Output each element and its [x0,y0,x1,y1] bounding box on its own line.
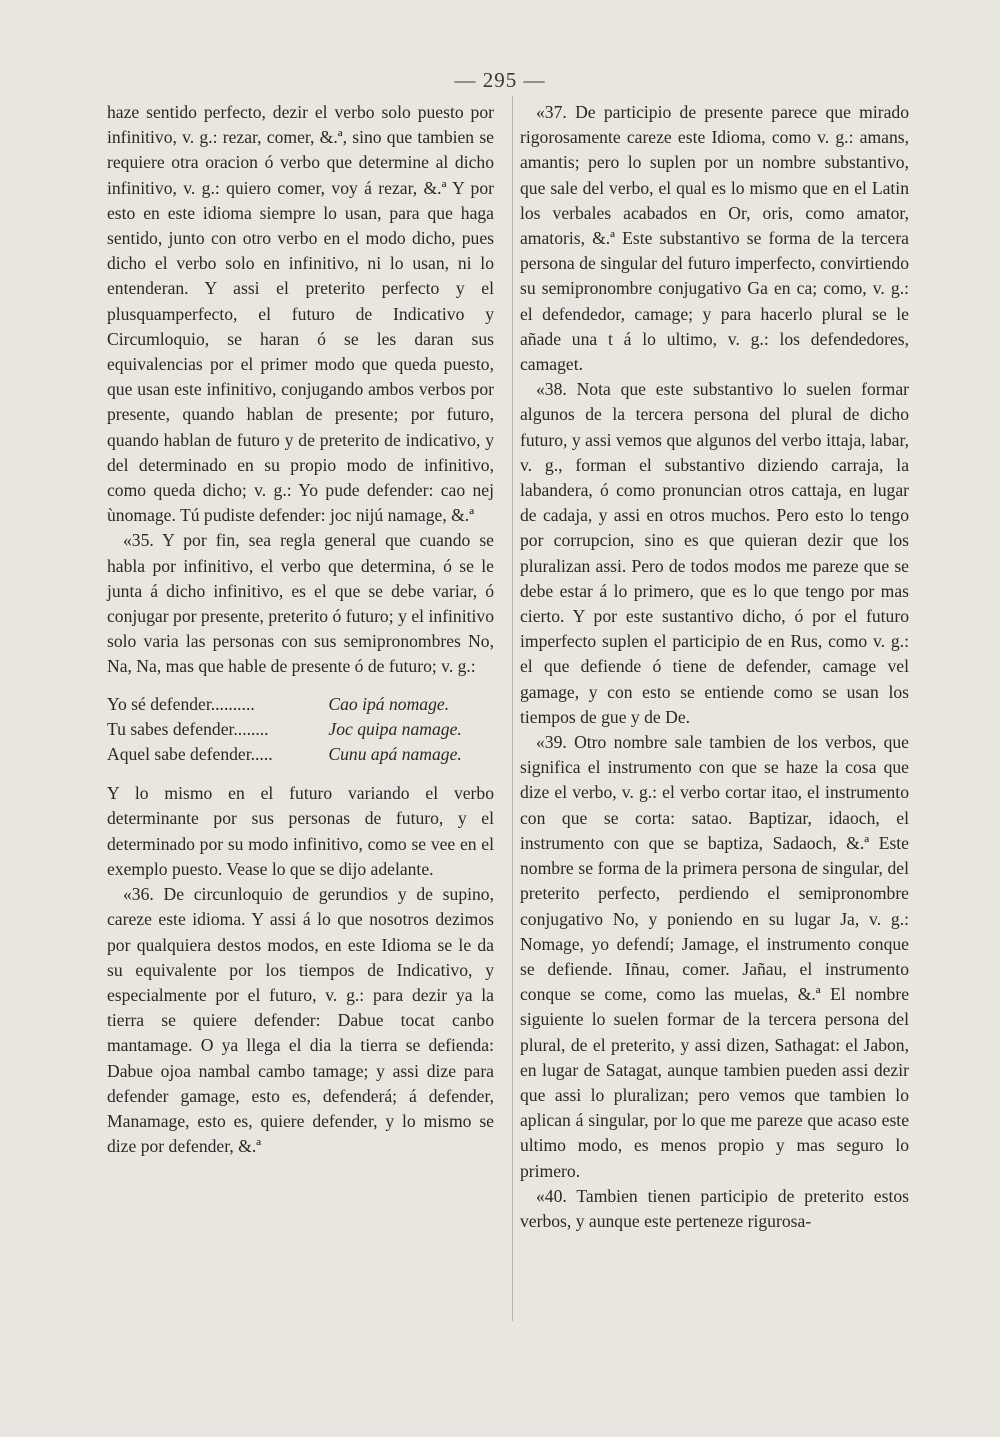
conjugation-gloss: Joc quipa namage. [328,718,462,739]
conjugation-row [107,717,499,742]
column-divider [512,96,513,1321]
conjugation-form: Yo sé defender.......... [107,693,255,714]
paragraph-38: «38. Nota que este substantivo lo suelen formar algunos de la tercera persona del plural de dicho futuro, y assi vemos que algunos del verbo ittaja, labar, v. g., forman el substantivo diziendo carraja, la labandera, ó como pronuncian otros cattaja, en lugar de cadaja, y assi en otros muchos. Pero esto lo tengo por corrupcion, sino es que quieran dezir que los pluralizan assi. Pero de todos modos me pareze que se debe estar á lo primero, que es lo que tengo por mas cierto. Y por este sustantivo dicho, ó por el futuro imperfecto suplen el participio de en Rus, como v. g.: el que defiende ó tiene de defender, camage vel gamage, y con esto se entiende como se usan los tiempos de gue y de De. [520,379,909,727]
paragraph-37: «37. De participio de presente parece que mirado rigorosamente careze este Idioma, como v. g.: amans, amantis; pero lo suplen por un nombre substantivo, que sale del verbo, el qual es lo mismo que en el Latin los verbales acabados en Or, oris, como amator, amatoris, &.ª Este substantivo se forma de la tercera persona de singular del futuro imperfecto, convirtiendo su semipronombre conjugativo Ga en ca; como, v. g.: el defendedor, camage; y para hacerlo plural se le añade una t á lo ultimo, v. g.: los defendedores, camaget. [520,102,909,375]
conjugation-table [107,692,499,768]
paragraph-35: «35. Y por fin, sea regla general que cuando se habla por infinitivo, el verbo que determina, ó se le junta á dicho infinitivo, es el que se debe variar, ó conjugar por presente, preterito ó futuro; y el infinitivo solo varia las personas con sus semipronombres No, Na, Na, mas que hable de presente ó de futuro; v. g.: [107,530,494,677]
conjugation-form: Tu sabes defender........ [107,718,269,739]
conjugation-row [107,692,499,717]
paragraph-39: «39. Otro nombre sale tambien de los verbos, que significa el instrumento con que se haze la cosa que dize el verbo, v. g.: el verbo cortar itao, el instrumento con que se corta: satao. Baptizar, idaoch, el instrumento con que se baptiza, Sadaoch, &.ª Este nombre se forma de la primera persona de singular, del preterito perfecto, perdiendo el semipronombre conjugativo No, y poniendo en su lugar Ja, v. g.: Nomage, yo defendí; Jamage, el instrumento conque se defiende. Iñnau, comer. Jañau, el instrumento conque se come, como las muelas, &.ª El nombre siguiente lo suelen formar de la tercera persona del plural, de el preterito, y assi dizen, Sathagat: el Jabon, en lugar de Satagat, aunque tambien pueden assi dezir que assi lo pluralizan; pero vemos que tambien lo aplican á singular, por lo que me pareze que acaso este ultimo modo, es menos propio y mas seguro lo primero. [520,732,909,1181]
right-column [520,100,909,1234]
conjugation-form: Aquel sabe defender..... [107,744,273,765]
paragraph-40: «40. Tambien tienen participio de preterito estos verbos, y aunque este perteneze rigurosa- [520,1185,909,1231]
left-column [107,100,494,1159]
paragraph-after-table: Y lo mismo en el futuro variando el verbo determinante por sus personas de futuro, y el determinado por su modo infinitivo, como se vee en el exemplo puesto. Vease lo que se dijo adelante. [107,783,494,879]
conjugation-row [107,742,499,767]
conjugation-gloss: Cunu apá namage. [328,744,462,765]
paragraph-continued: haze sentido perfecto, dezir el verbo solo puesto por infinitivo, v. g.: rezar, comer, &.ª, sino que tambien se requiere otra oracion ó verbo que determine al dicho infinitivo, v. g.: quiero comer, voy á rezar, &.ª Y por esto en este idioma siempre lo usan, para que haga sentido, junto con otro verbo en el modo dicho, pues dicho el verbo solo en infinitivo, ni lo usan, ni lo entenderan. Y assi el preterito perfecto y el plusquamperfecto, el futuro de Indicativo y Circumloquio, se haran ó se les daran sus equivalencias por el primer modo que queda puesto, que usan este infinitivo, conjugando ambos verbos por presente, quando hablan de presente; por futuro, quando hablan de futuro y de preterito de indicativo, y del determinado en su propio modo de infinitivo, como queda dicho; v. g.: Yo pude defender: cao nej ùnomage. Tú pudiste defender: joc nijú namage, &.ª [107,102,494,526]
page-number: — 295 — [454,68,546,92]
paragraph-36: «36. De circunloquio de gerundios y de supino, careze este idioma. Y assi á lo que nosotros dezimos por qualquiera destos modos, en este Idioma se le da su equivalente por los tiempos de Indicativo, y especialmente por el futuro, v. g.: para dezir ya la tierra se quiere defender: Dabue tocat canbo mantamage. O ya llega el dia la tierra se defienda: Dabue ojoa nambal cambo tamage; y assi dize para defender gamage, esto es, defenderá; á defender, Manamage, esto es, quiere defender, y lo mismo se dize por defender, &.ª [107,884,494,1157]
conjugation-gloss: Cao ipá nomage. [328,693,450,714]
